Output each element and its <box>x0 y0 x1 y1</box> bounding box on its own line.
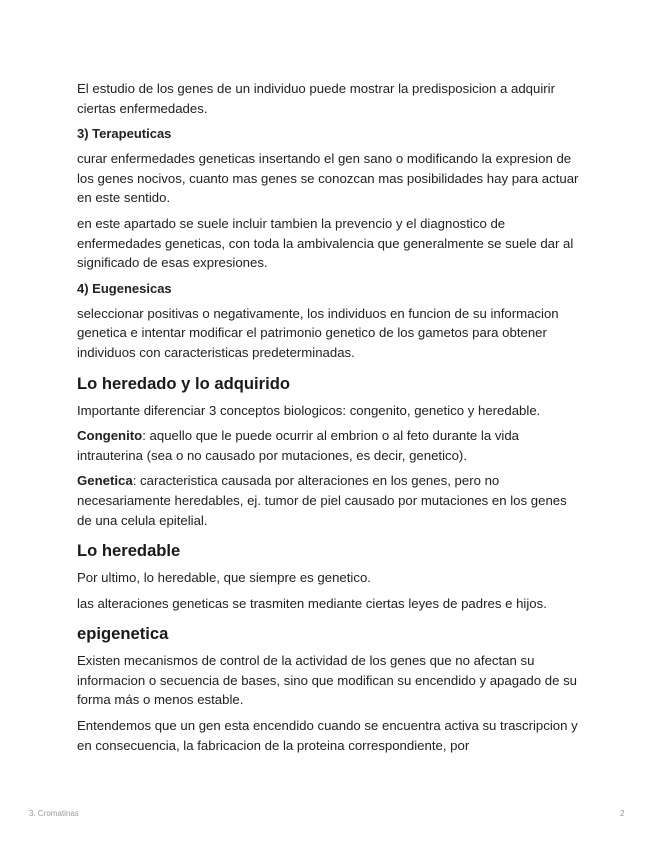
paragraph-mecanismos: Existen mecanismos de control de la actividad de los genes que no afectan su informacion o secuencia de bases, sino que modifican su encendido y apagado de su forma más o menos estable. <box>77 653 577 708</box>
definition-congenito: : aquello que le puede ocurrir al embrion o al feto durante la vida intrauterina (sea o no causado por mutaciones, es decir, genetico). <box>77 428 520 463</box>
definition-genetica: : caracteristica causada por alteraciones en los genes, pero no necesariamente heredables, ej. tumor de piel causado por mutaciones en los genes de una celula epitelial. <box>77 473 567 528</box>
paragraph-eugenesicas: seleccionar positivas o negativamente, los individuos en funcion de su informacion genetica e intentar modificar el patrimonio genetico de los gametos para obtener individuos con caracteristicas predeterminadas. <box>77 305 559 360</box>
paragraph-congenito <box>77 426 582 465</box>
footer-chapter-label: 3. Cromatinas <box>29 809 79 818</box>
paragraph-prevencion: en este apartado se suele incluir tambien la prevencio y el diagnostico de enfermedades geneticas, con toda la ambivalencia que generalmente se suele dar al significado de esas expresiones. <box>77 215 574 271</box>
subheading-eugenesicas: 4) Eugenesicas <box>77 280 172 296</box>
paragraph-conceptos: Importante diferenciar 3 conceptos biologicos: congenito, genetico y heredable. <box>77 402 541 418</box>
paragraph-predisposicion: El estudio de los genes de un individuo puede mostrar la predisposicion a adquirir ciertas enfermedades. <box>77 81 555 116</box>
page-content <box>77 79 582 761</box>
paragraph-terapeuticas: curar enfermedades geneticas insertando el gen sano o modificando la expresion de los genes nocivos, cuanto mas genes se conozcan mas posibilidades hay para actuar en este sentido. <box>77 151 579 206</box>
paragraph-alteraciones: las alteraciones geneticas se trasmiten mediante ciertas leyes de padres e hijos. <box>77 595 547 611</box>
paragraph-genetica <box>77 471 582 530</box>
subheading-terapeuticas: 3) Terapeuticas <box>77 126 172 142</box>
footer-page-number: 2 <box>620 809 625 818</box>
term-genetica: Genetica <box>77 473 133 489</box>
paragraph-encendido: Entendemos que un gen esta encendido cuando se encuentra activa su trascripcion y en consecuencia, la fabricacion de la proteina correspondiente, por <box>77 718 578 753</box>
heading-heredado-adquirido: Lo heredado y lo adquirido <box>77 373 290 393</box>
paragraph-por-ultimo: Por ultimo, lo heredable, que siempre es genetico. <box>77 570 371 586</box>
heading-heredable: Lo heredable <box>77 541 181 561</box>
term-congenito: Congenito <box>77 428 143 444</box>
heading-epigenetica: epigenetica <box>77 624 169 644</box>
